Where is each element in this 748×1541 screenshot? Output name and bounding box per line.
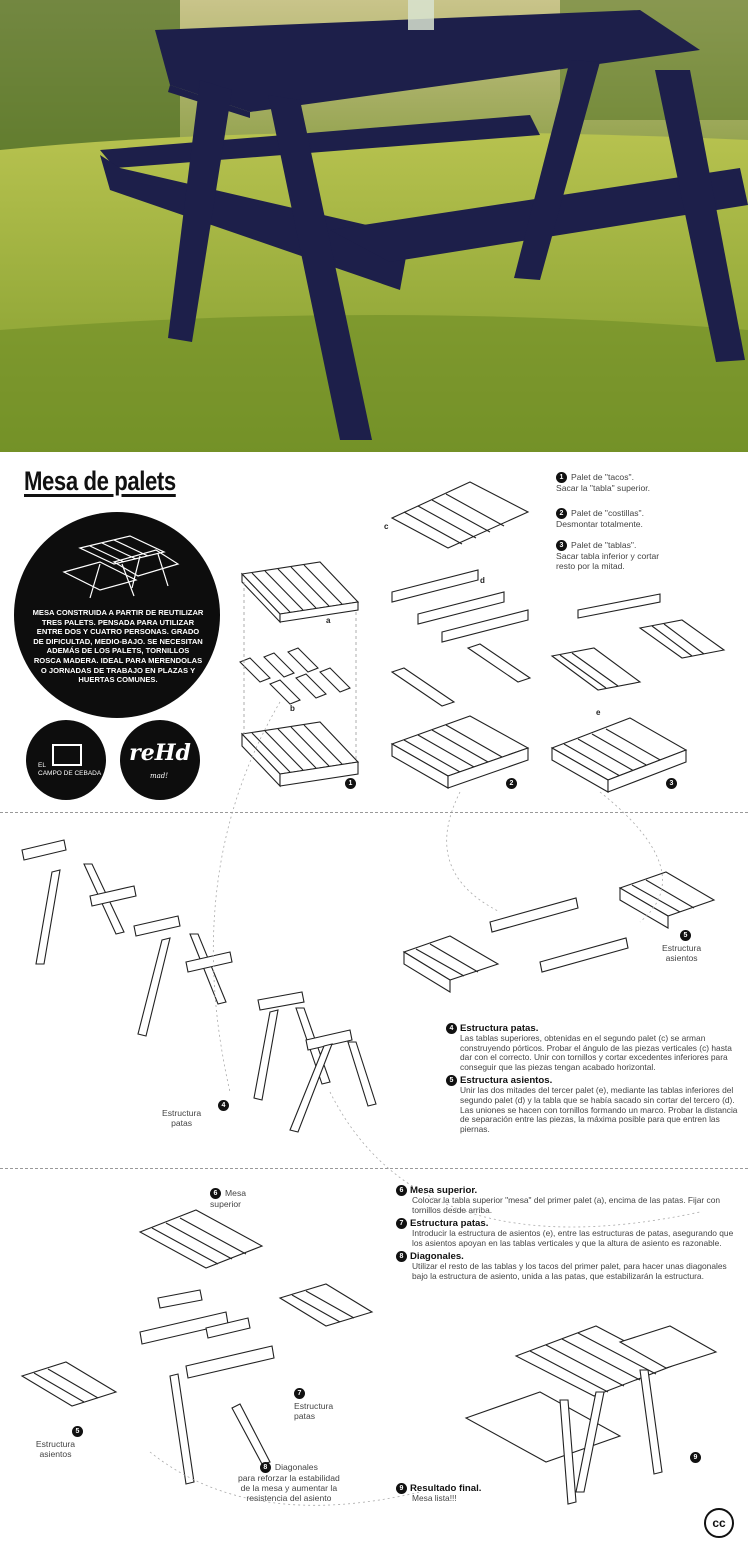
label-5b-text: Estructura asientos: [35, 1439, 76, 1459]
label-6-number: 6: [210, 1188, 221, 1199]
label-7-text: Estructura patas: [294, 1401, 334, 1421]
s7-number: 7: [396, 1218, 407, 1229]
label-8-number: 8: [260, 1462, 271, 1473]
instruction-sheet: [0, 452, 748, 1541]
rehd-logo-text: reHd: [129, 740, 191, 766]
s7-body: Introducir la estructura de asientos (e), entre las estructuras de patas, asegurando que los asientos apoyan en las tablas verticales y que la altura de asiento es razonable.: [412, 1228, 734, 1248]
page-title: Mesa de palets: [24, 466, 176, 496]
intro-text: MESA CONSTRUIDA A PARTIR DE REUTILIZAR TRES PALETS. PENSADA PARA UTILIZAR ENTRE DOS Y CUATRO PERSONAS. GRADO DE DIFICULTAD, MEDIO-BAJO. SE NECESITAN ADEMÁS DE LOS PALETS, TORNILLOS ROSCA MADERA. IDEAL PARA MERENDOLAS O JORNADAS DE TRABAJO EN PLAZAS Y HUERTAS COMUNES.: [32, 608, 204, 685]
pallet-2-drawing: [392, 482, 530, 788]
label-estructura-patas: [162, 1102, 226, 1128]
s7-title: Estructura patas.: [410, 1218, 489, 1230]
rehd-logo-sub: mad!: [150, 772, 169, 780]
label-5-text: Estructura asientos: [662, 943, 702, 963]
s5-title: Estructura asientos.: [460, 1075, 553, 1087]
step-2-number: 2: [556, 508, 567, 519]
campo-de-cebada-logo: [26, 720, 106, 800]
table-icon: [60, 530, 180, 600]
letter-a: a: [326, 616, 331, 625]
step-1-text: Palet de "tacos". Sacar la "tabla" superior.: [556, 472, 650, 494]
s6-number: 6: [396, 1185, 407, 1196]
label-7-number: 7: [294, 1388, 305, 1399]
step-1-number: 1: [556, 472, 567, 483]
s9-body: Mesa lista!!!: [412, 1493, 457, 1503]
rehd-logo: [120, 720, 200, 800]
divider-2: [0, 1168, 748, 1169]
label-6-text: Mesa superior: [210, 1188, 247, 1210]
step-3-text: Palet de "tablas". Sacar tabla inferior y cortar resto por la mitad.: [556, 540, 660, 572]
label-4-number: 4: [218, 1100, 229, 1111]
label-estructura-asientos: [662, 930, 701, 963]
step-2-text: Palet de "costillas". Desmontar totalmente.: [556, 508, 644, 530]
label-8-text: Diagonales para reforzar la estabilidad de la mesa y aumentar la resistencia del asiento: [238, 1462, 340, 1504]
s5-number: 5: [446, 1075, 457, 1086]
pallet-3-drawing: [552, 594, 724, 792]
step-2: [556, 508, 644, 529]
letter-d: d: [480, 576, 485, 585]
letter-b: b: [290, 704, 295, 713]
description-block-4-5: [446, 1020, 738, 1134]
label-estructura-asientos-5b: [28, 1426, 83, 1459]
divider-1: [0, 812, 748, 813]
leg-frames-drawing: [22, 840, 376, 1132]
campo-logo-text: EL CAMPO DE CEBADA: [38, 762, 102, 777]
intro-badge: [14, 512, 220, 718]
pallet-1-number: 1: [345, 778, 356, 789]
step-1: [556, 472, 650, 493]
pallet-2-number: 2: [506, 778, 517, 789]
label-5b-number: 5: [72, 1426, 83, 1437]
final-table-drawing: [466, 1326, 716, 1504]
label-diagonales: [238, 1462, 340, 1503]
picnic-table-photo: [0, 0, 748, 452]
s4-title: Estructura patas.: [460, 1023, 539, 1035]
letter-c: c: [384, 522, 389, 531]
s4-number: 4: [446, 1023, 457, 1034]
label-estructura-patas-7: [294, 1388, 333, 1421]
final-number: 9: [690, 1452, 701, 1463]
description-block-6-8: [396, 1182, 740, 1282]
s6-title: Mesa superior.: [410, 1185, 478, 1197]
s6-body: Colocar la tabla superior "mesa" del primer palet (a), encima de las patas. Fijar con tornillos desde arriba.: [412, 1195, 721, 1215]
label-mesa-superior: [210, 1188, 246, 1209]
label-4-text: Estructura patas: [162, 1108, 202, 1128]
pallet-1-drawing: [240, 562, 358, 786]
s8-number: 8: [396, 1251, 407, 1262]
step-3: [556, 540, 659, 571]
description-9: [396, 1480, 556, 1504]
letter-e: e: [596, 708, 601, 717]
photo-illustration: [0, 0, 748, 452]
s9-number: 9: [396, 1483, 407, 1494]
s8-body: Utilizar el resto de las tablas y los tacos del primer palet, para hacer unas diagonales bajo la estructura de asiento, unida a las patas, que estabilizarán la estructura.: [412, 1261, 727, 1281]
creative-commons-icon: cc: [704, 1508, 734, 1538]
s4-body: Las tablas superiores, obtenidas en el segundo palet (c) se arman construyendo pórticos. Probar el ángulo de las piezas verticales (c) hasta dar con el correcto. Unir con tornillos y cortar excedentes inferiores para conseguir que las piezas tengan acabado horizontal.: [460, 1033, 732, 1072]
s8-title: Diagonales.: [410, 1251, 464, 1263]
s5-body: Unir las dos mitades del tercer palet (e), mediante las tablas inferiores del segundo palet (d) y la tabla que se había sacado sin cortar del tercero (d). Las uniones se hacen con tornillos formando un marco. Probar la distancia de separación entre las piezas, la máxima posible para que entren las piernas.: [460, 1085, 738, 1134]
step-3-number: 3: [556, 540, 567, 551]
s9-title: Resultado final.: [410, 1483, 482, 1495]
pallet-3-number: 3: [666, 778, 677, 789]
label-5-number: 5: [680, 930, 691, 941]
